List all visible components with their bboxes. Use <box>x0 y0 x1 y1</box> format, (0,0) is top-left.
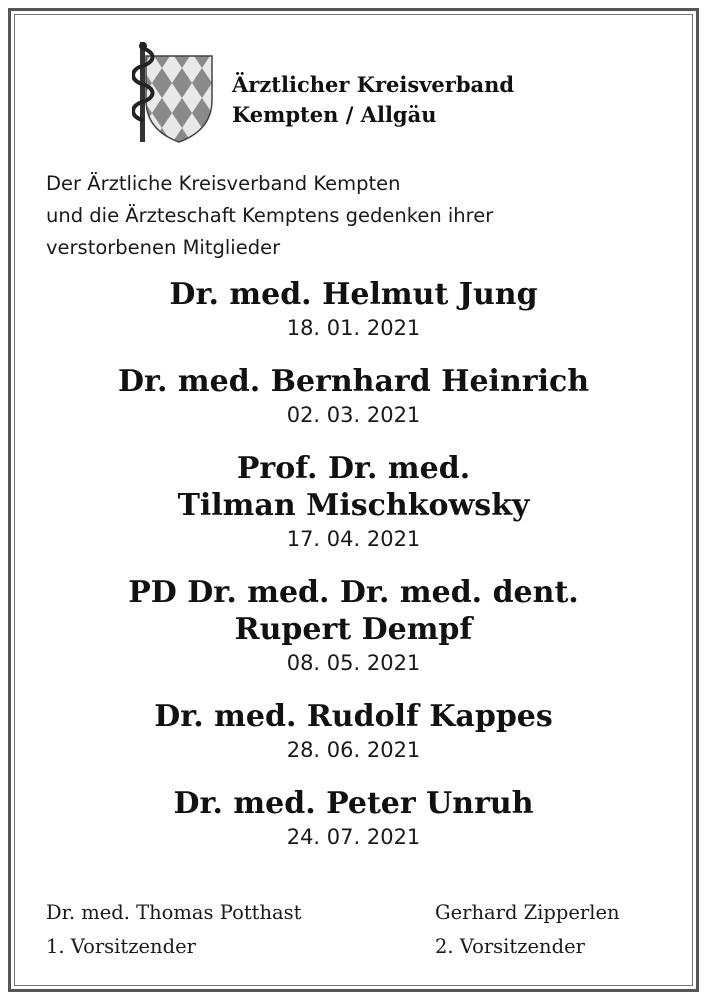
deceased-name: Dr. med. Rudolf Kappes <box>154 699 553 734</box>
deceased-date: 02. 03. 2021 <box>286 403 421 427</box>
signatory-first <box>46 896 302 964</box>
deceased-date: 28. 06. 2021 <box>286 738 421 762</box>
deceased-entry <box>0 276 707 343</box>
intro-text <box>46 168 666 264</box>
deceased-list <box>0 276 707 852</box>
organization-name <box>232 70 514 130</box>
deceased-name: Tilman Mischkowsky <box>177 488 530 523</box>
deceased-name: Dr. med. Bernhard Heinrich <box>117 364 590 399</box>
deceased-entry <box>0 785 707 852</box>
coat-of-arms-logo <box>132 38 216 146</box>
deceased-name: Rupert Dempf <box>234 612 473 647</box>
organization-line-2: Kempten / Allgäu <box>232 102 437 127</box>
deceased-entry <box>0 450 707 554</box>
signatory-name: Dr. med. Thomas Potthast <box>46 901 302 924</box>
deceased-name: Prof. Dr. med. <box>236 451 471 486</box>
signatory-role: 2. Vorsitzender <box>435 935 585 958</box>
deceased-entry <box>0 698 707 765</box>
intro-line: und die Ärzteschaft Kemptens gedenken ihrer <box>46 204 494 227</box>
deceased-name: Dr. med. Helmut Jung <box>169 277 538 312</box>
deceased-name: Dr. med. Peter Unruh <box>173 786 534 821</box>
signatory-role: 1. Vorsitzender <box>46 935 196 958</box>
deceased-date: 24. 07. 2021 <box>286 825 421 849</box>
intro-line: Der Ärztliche Kreisverband Kempten <box>46 172 401 195</box>
organization-line-1: Ärztlicher Kreisverband <box>232 72 515 97</box>
deceased-date: 08. 05. 2021 <box>286 651 421 675</box>
signatory-name: Gerhard Zipperlen <box>435 901 620 924</box>
deceased-entry <box>0 363 707 430</box>
signatory-second <box>435 896 620 964</box>
deceased-date: 18. 01. 2021 <box>286 316 421 340</box>
deceased-entry <box>0 574 707 678</box>
deceased-name: PD Dr. med. Dr. med. dent. <box>128 575 579 610</box>
intro-line: verstorbenen Mitglieder <box>46 236 281 259</box>
deceased-date: 17. 04. 2021 <box>286 527 421 551</box>
